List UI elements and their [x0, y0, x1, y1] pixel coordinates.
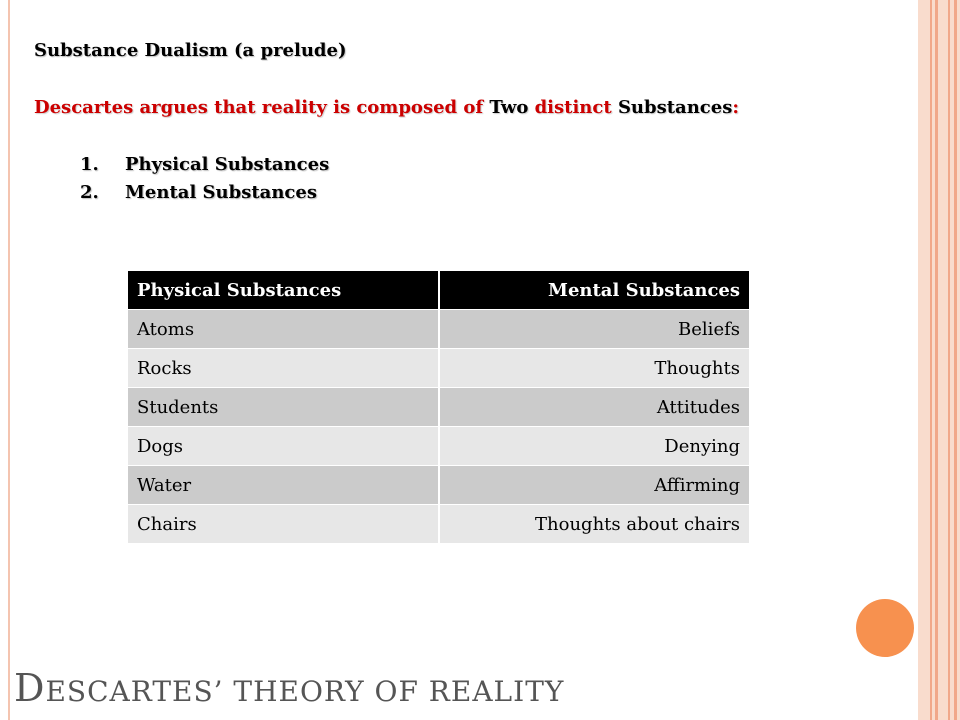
table-row — [128, 388, 749, 427]
band-stripe — [948, 0, 950, 720]
physical-cell: Water — [128, 466, 439, 505]
table-row — [128, 310, 749, 349]
mental-cell: Affirming — [439, 466, 749, 505]
title-initial: D — [14, 666, 46, 710]
list-number: 1. — [80, 154, 99, 175]
substances-table — [128, 271, 749, 543]
intro-part1: Descartes argues that reality is composed of — [34, 97, 490, 118]
intro-bold-two: Two — [489, 97, 529, 118]
list-text: Mental Substances — [125, 182, 317, 203]
intro-part3: : — [732, 97, 740, 118]
band-stripe — [954, 0, 957, 720]
table-row — [128, 349, 749, 388]
left-border-line — [8, 0, 10, 720]
physical-cell: Rocks — [128, 349, 439, 388]
title-rest: ESCARTES’ THEORY OF REALITY — [45, 675, 565, 708]
slide-heading: Substance Dualism (a prelude) — [34, 40, 347, 61]
list-text: Physical Substances — [125, 154, 330, 175]
intro-sentence — [34, 97, 739, 118]
physical-cell: Dogs — [128, 427, 439, 466]
right-decorative-band — [918, 0, 960, 720]
table-header-row — [128, 271, 749, 310]
physical-cell: Atoms — [128, 310, 439, 349]
table-row — [128, 466, 749, 505]
band-stripe — [930, 0, 932, 720]
intro-part2: distinct — [528, 97, 618, 118]
physical-cell: Students — [128, 388, 439, 427]
mental-cell: Denying — [439, 427, 749, 466]
intro-bold-substances: Substances — [617, 97, 733, 118]
header-mental: Mental Substances — [439, 271, 749, 310]
slide-title — [14, 666, 564, 710]
physical-cell: Chairs — [128, 505, 439, 544]
list-item — [80, 182, 329, 210]
table-row — [128, 427, 749, 466]
decorative-orange-circle — [856, 599, 914, 657]
substance-list — [80, 154, 329, 210]
table-row — [128, 505, 749, 544]
mental-cell: Thoughts about chairs — [439, 505, 749, 544]
list-number: 2. — [80, 182, 99, 203]
band-stripe — [935, 0, 938, 720]
header-physical: Physical Substances — [128, 271, 439, 310]
mental-cell: Thoughts — [439, 349, 749, 388]
mental-cell: Beliefs — [439, 310, 749, 349]
mental-cell: Attitudes — [439, 388, 749, 427]
list-item — [80, 154, 329, 182]
